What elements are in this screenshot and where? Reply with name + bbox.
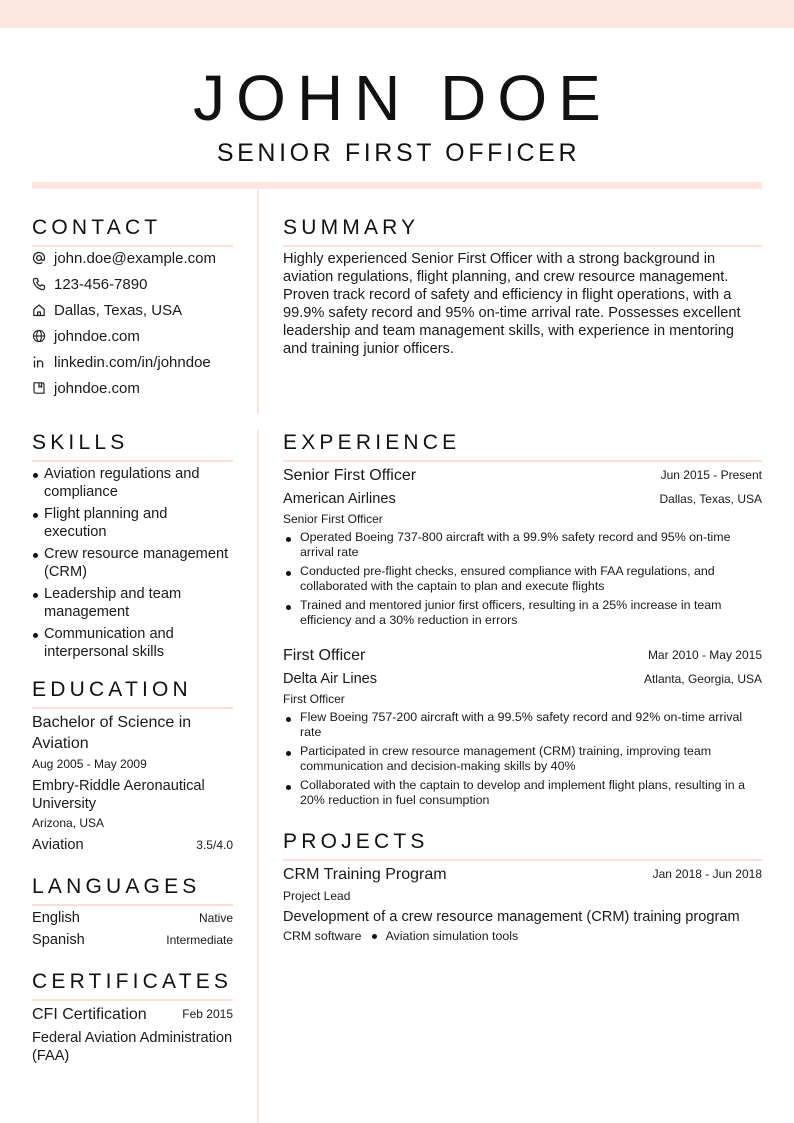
skill-item: Flight planning and execution xyxy=(32,505,232,541)
job-company: American Airlines xyxy=(283,491,396,507)
job-position: Senior First Officer xyxy=(283,512,383,526)
globe-icon xyxy=(32,329,46,343)
bullet-icon xyxy=(33,633,38,638)
education-school: Embry-Riddle Aeronautical University xyxy=(32,778,205,812)
education-location: Arizona, USA xyxy=(32,816,105,830)
education-gpa: 3.5/4.0 xyxy=(196,838,233,852)
summary-text: Highly experienced Senior First Officer with a strong background in aviation regulations, flight planning, and crew resource management. Proven track record of safety and efficiency in flight operations, with a 99.9% safety record and 95% on-time arrival rate. Possesses excellent leadership and team management skills, with experience in mentoring and training junior officers. xyxy=(283,251,741,357)
job-dates: Mar 2010 - May 2015 xyxy=(647,648,762,662)
certificate-date: Feb 2015 xyxy=(182,1007,233,1021)
column-divider-bottom xyxy=(257,430,259,1123)
job-title: Senior First Officer xyxy=(283,467,417,484)
book-icon xyxy=(32,381,46,395)
job-bullet: Participated in crew resource management (CRM) training, improving team communication and decision-making skills by 40% xyxy=(283,744,761,774)
language-name: English xyxy=(32,910,80,926)
project-description: Development of a crew resource management (CRM) training program xyxy=(283,909,740,925)
contact-phone[interactable] xyxy=(32,274,147,294)
certificates-heading: CERTIFICATES xyxy=(32,970,233,1001)
top-accent-band xyxy=(0,0,794,28)
job-company: Delta Air Lines xyxy=(283,671,378,687)
bullet-icon xyxy=(372,934,377,939)
job-location: Atlanta, Georgia, USA xyxy=(643,672,762,686)
education-heading: EDUCATION xyxy=(32,678,233,709)
language-level: Native xyxy=(198,911,233,925)
bullet-icon xyxy=(286,605,291,610)
job-dates: Jun 2015 - Present xyxy=(660,468,762,482)
linkedin-icon xyxy=(32,355,46,369)
summary-heading: SUMMARY xyxy=(283,216,762,247)
job-position: First Officer xyxy=(283,692,345,706)
skill-item: Crew resource management (CRM) xyxy=(32,545,232,581)
contact-location xyxy=(32,300,182,320)
project-role: Project Lead xyxy=(283,889,351,903)
at-icon xyxy=(32,251,46,265)
job-bullet: Operated Boeing 737-800 aircraft with a 99.9% safety record and 95% on-time arrival rate xyxy=(283,530,761,560)
job-title: First Officer xyxy=(283,647,366,664)
contact-linkedin-text: linkedin.com/in/johndoe xyxy=(54,353,211,371)
contact-portfolio-text: johndoe.com xyxy=(54,379,140,397)
bullet-icon xyxy=(286,751,291,756)
certificate-issuer: Federal Aviation Administration (FAA) xyxy=(32,1030,233,1064)
contact-portfolio[interactable] xyxy=(32,378,140,398)
job-bullet: Trained and mentored junior first officers, resulting in a 25% increase in team efficiency and a 30% reduction in errors xyxy=(283,598,761,628)
contact-website-text: johndoe.com xyxy=(54,327,140,345)
contact-linkedin[interactable] xyxy=(32,352,211,372)
bullet-icon xyxy=(33,473,38,478)
bullet-icon xyxy=(33,593,38,598)
skill-item: Leadership and team management xyxy=(32,585,232,621)
project-tools xyxy=(283,929,518,944)
contact-phone-text: 123-456-7890 xyxy=(54,275,148,293)
bullet-icon xyxy=(33,513,38,518)
job-bullet: Flew Boeing 757-200 aircraft with a 99.5% safety record and 92% on-time arrival rate xyxy=(283,710,761,740)
job-bullet: Collaborated with the captain to develop and implement flight plans, resulting in a 20% reduction in fuel consumption xyxy=(283,778,761,808)
column-divider-top xyxy=(257,190,259,414)
bullet-icon xyxy=(286,537,291,542)
skills-heading: SKILLS xyxy=(32,431,233,462)
education-field: Aviation xyxy=(32,837,84,853)
phone-icon xyxy=(32,277,46,291)
projects-heading: PROJECTS xyxy=(283,830,762,861)
language-name: Spanish xyxy=(32,932,85,948)
education-dates: Aug 2005 - May 2009 xyxy=(32,757,147,771)
bullet-icon xyxy=(286,571,291,576)
contact-website[interactable] xyxy=(32,326,140,346)
education-degree: Bachelor of Science in Aviation xyxy=(32,714,192,752)
project-name: CRM Training Program xyxy=(283,866,447,883)
certificate-name: CFI Certification xyxy=(32,1006,147,1023)
skill-item: Communication and interpersonal skills xyxy=(32,625,232,661)
project-dates: Jan 2018 - Jun 2018 xyxy=(652,867,762,881)
project-tool: CRM software xyxy=(283,929,362,943)
contact-heading: CONTACT xyxy=(32,216,233,247)
bullet-icon xyxy=(286,717,291,722)
skill-item: Aviation regulations and compliance xyxy=(32,465,232,501)
job-location: Dallas, Texas, USA xyxy=(659,492,762,506)
bullet-icon xyxy=(33,553,38,558)
languages-heading: LANGUAGES xyxy=(32,875,233,906)
candidate-role: SENIOR FIRST OFFICER xyxy=(216,139,581,167)
contact-email[interactable] xyxy=(32,248,216,268)
contact-location-text: Dallas, Texas, USA xyxy=(54,301,183,319)
project-tool: Aviation simulation tools xyxy=(385,929,519,943)
experience-heading: EXPERIENCE xyxy=(283,431,762,462)
contact-email-text: john.doe@example.com xyxy=(54,249,216,267)
job-bullet: Conducted pre-flight checks, ensured compliance with FAA regulations, and collaborated with the captain to plan and execute flights xyxy=(283,564,761,594)
home-icon xyxy=(32,303,46,317)
language-level: Intermediate xyxy=(166,933,233,947)
candidate-name: JOHN DOE xyxy=(193,62,612,134)
header-divider xyxy=(32,182,762,189)
bullet-icon xyxy=(286,785,291,790)
